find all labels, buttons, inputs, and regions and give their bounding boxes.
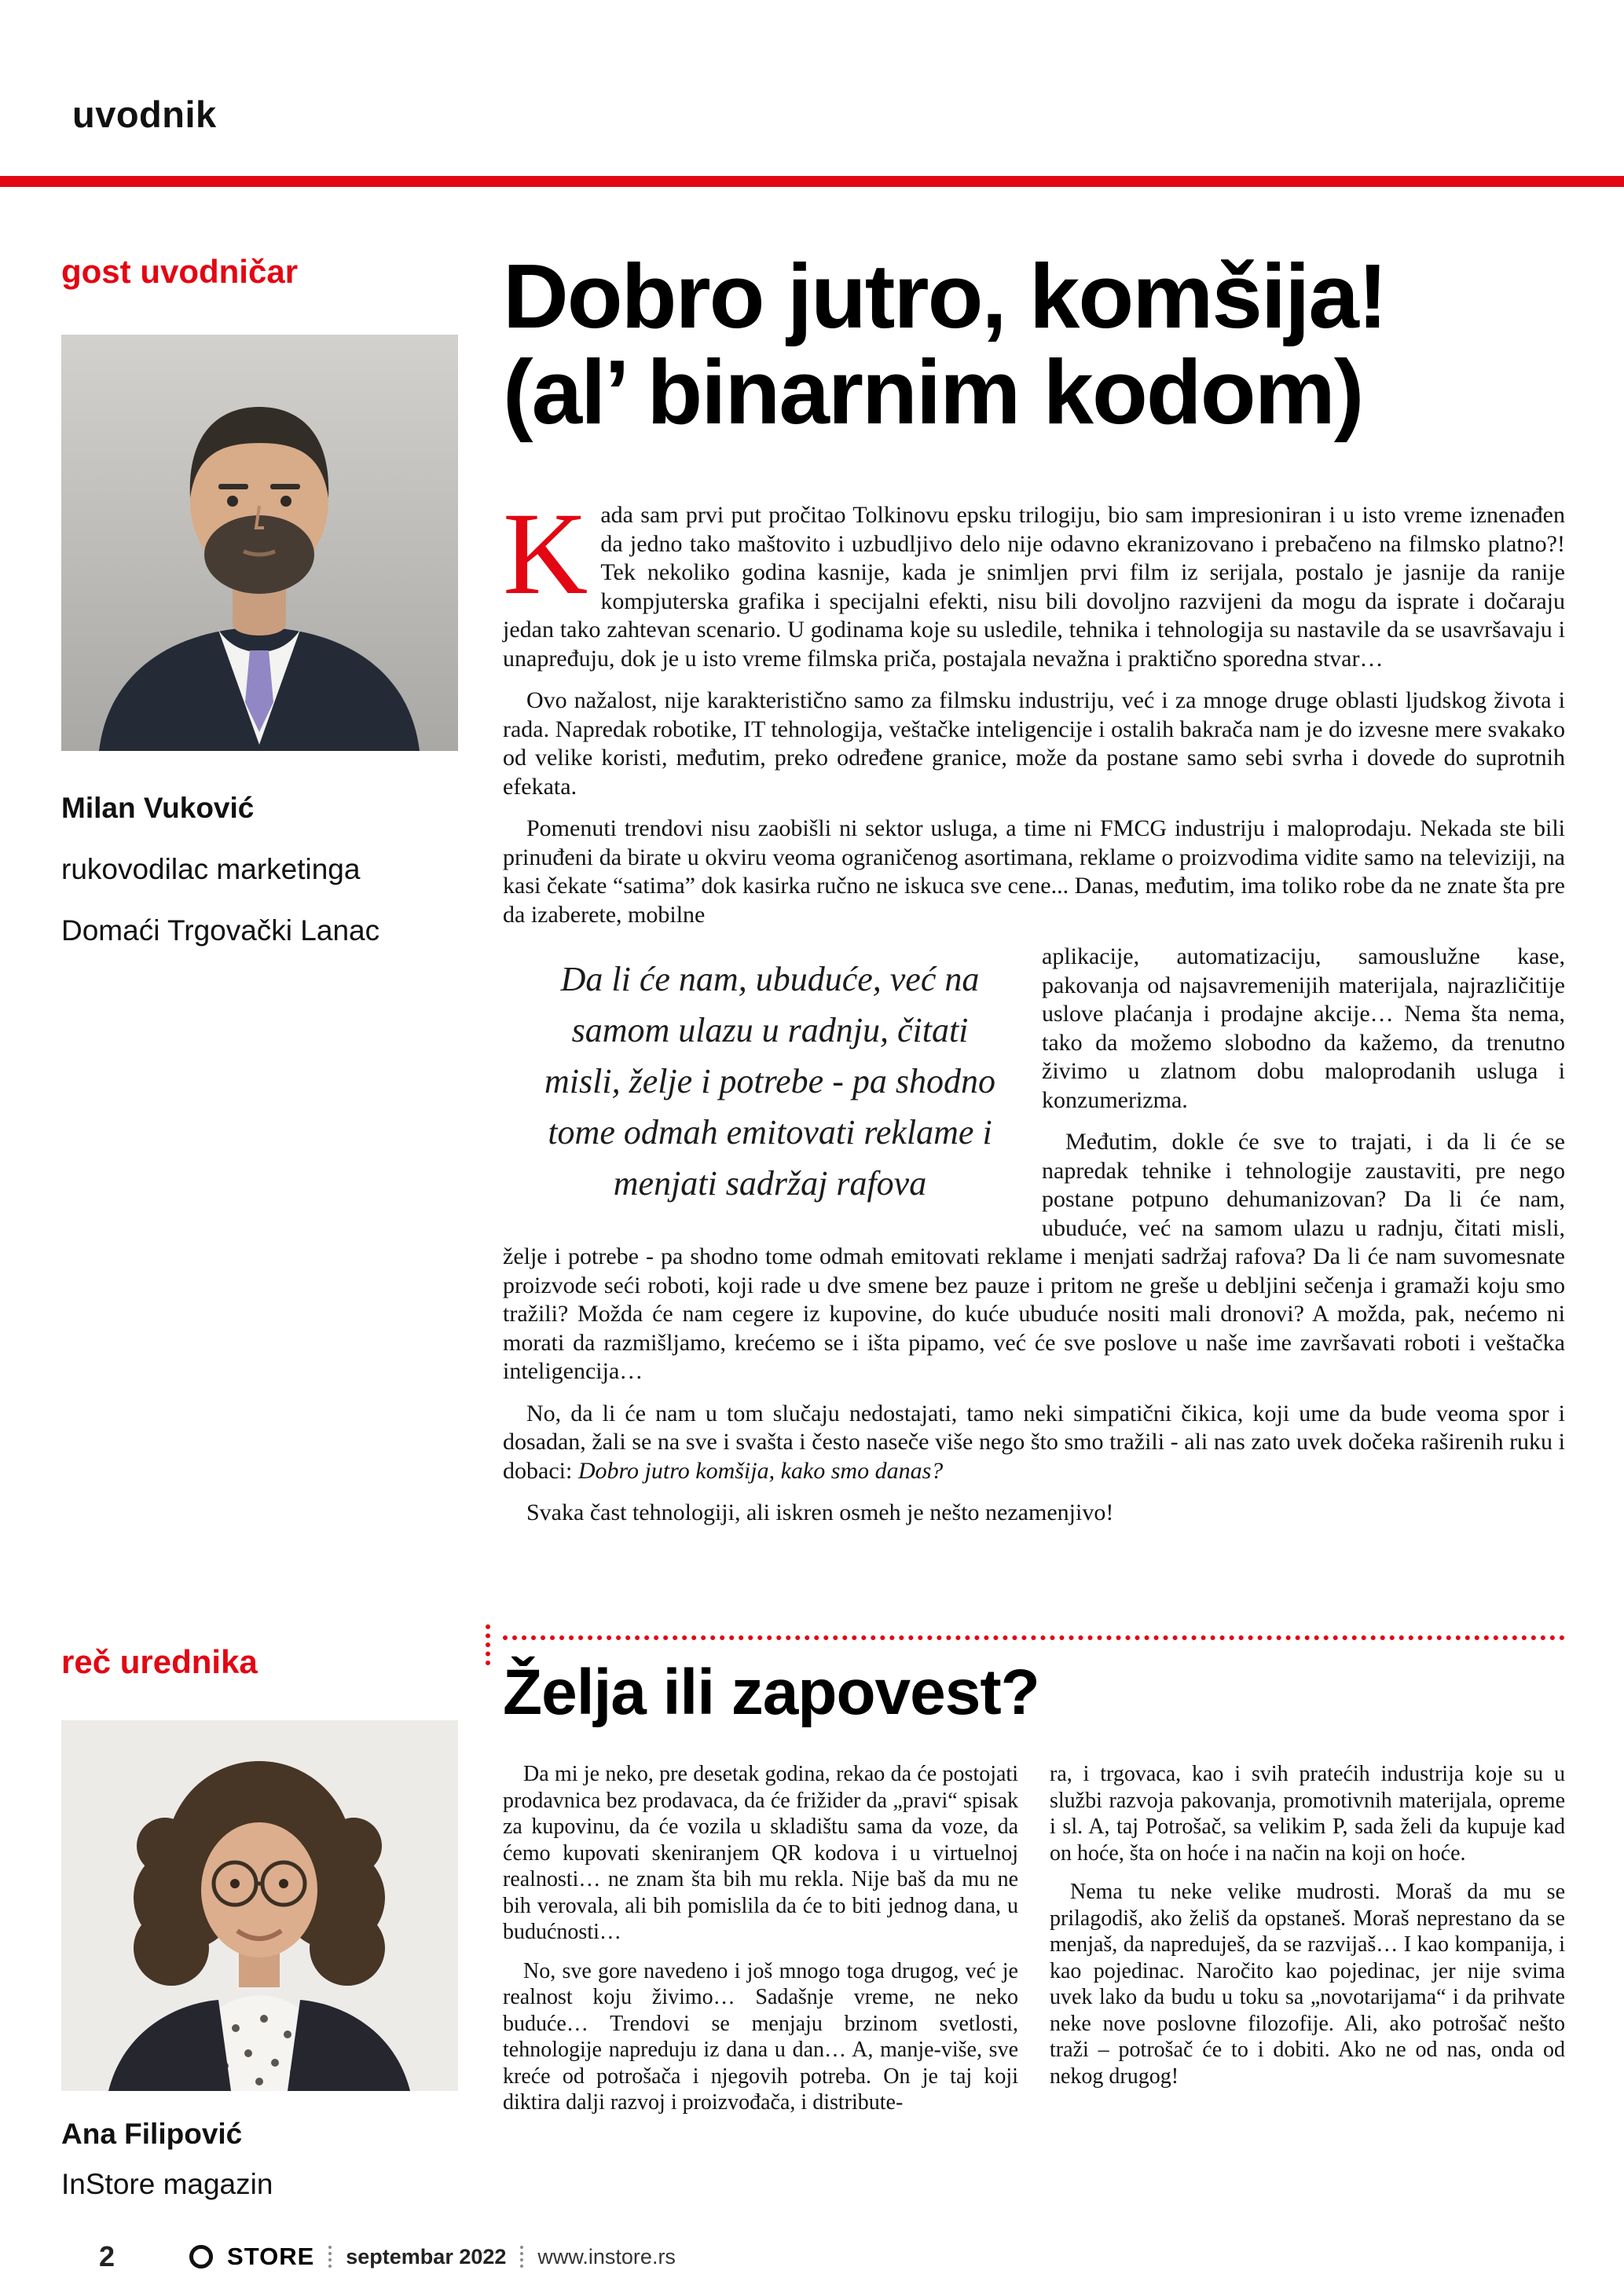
body-paragraph-5 [503,1400,1565,1486]
website-link[interactable]: www.instore.rs [537,2244,676,2269]
portrait-woman-illustration [61,1720,458,2091]
page-number: 2 [99,2240,115,2272]
column2-paragraph-1: ra, i trgovaca, kao i svih pratećih industrija koje su u službi razvoja pakovanja, promotivnih materijala, opreme i sl. A, taj Potrošač, sa velikim P, sada želi da kupuje kad on hoće, šta on hoće i na način na koji on hoće. [1050,1762,1565,1866]
column1-paragraph-1: Da mi je neko, pre desetak godina, rekao da će postojati prodavnica bez prodavaca, da će frižider da „pravi“ spisak za kupovinu, da će vozila u skladištu sama da voze, da ćemo kupovati skeniranjem QR kodova i u virtuelnoj realnosti… ne znam šta bih mu rekla. Nije baš da mu ne bih verovala, ali bih pomislila da će to biti jednog dana, u budućnosti… [503,1762,1018,1944]
body-paragraph-4: Međutim, dokle će sve to trajati, i da li će se napredak tehnike i tehnologije zaustaviti, pre nego postane potpuno dehumanizovan? Da li će nam, ubuduće, već na samom ulazu u radnju, čitati misli, želje i potrebe - pa shodno tome odmah emitovati reklame i menjati sadržaj rafova? Da li će nam suvomesnate proizvode seći roboti, koji rade u dve smene bez pauze i pritom ne greše u debljini sečenja i gramaži koju smo tražili? Možda će nam cegere iz kupovine, do kuće ubuduće nositi mali dronovi? A možda, pak, nećemo ni morati da razmišljamo, krećemo se i išta pipamo, već će sve poslove u naše ime završavati roboti i veštačka inteligencija… [503,1129,1565,1384]
column1-paragraph-2: No, sve gore navedeno i još mnogo toga drugog, već je realnost koju živimo… Sadašnje vreme, ne neko buduće… Trendovi se menjaju brzinom svetlosti, tehnologije napreduju iz dana u dan… A, manje-više, sve kreće od potrošača i njegovih potreba. On je taj koji diktira dalji razvoj i proizvođača, i distribute- [503,1958,1018,2115]
editor-author-name: Ana Filipović [61,2118,243,2150]
drop-cap: K [503,489,588,619]
milan-vukovic-photo [61,335,458,751]
pull-quote-zone [503,943,1565,1400]
accent-divider-bar [0,176,1624,187]
page-footer [61,2240,1563,2273]
body-paragraph-1 [503,489,1565,673]
guest-author-name: Milan Vuković [61,792,255,824]
article-headline [503,245,1565,443]
guest-author-role: rukovodilac marketinga [61,853,361,885]
editor-author-role: InStore magazin [61,2168,273,2200]
editor-note-headline: Želja ili zapovest? [503,1657,1039,1728]
instore-logo-icon [189,2245,213,2269]
guest-editor-sidebar [61,253,458,947]
headline-line-2: (al’ binarnim kodom) [503,341,1363,443]
body-paragraph-2: Ovo nažalost, nije karakteristično samo za filmsku industriju, već i za mnoge druge oblasti ljudskog života i rada. Napredak robotike, IT tehnologija, veštačke inteligencije i ostalih bakrača nam je do izvesne mere svakako od velike koristi, međutim, preko određene granice, može da postane samo sebi svrha i dovede do suprotnih efekata. [503,687,1565,800]
body-paragraph-6: Svaka čast tehnologiji, ali iskren osmeh je nešto nezamenjivo! [526,1500,1114,1525]
section-kicker: uvodnik [72,93,217,135]
editor-note-article [503,1635,1565,2129]
guest-editor-label: gost uvodničar [61,253,299,290]
issue-date: septembar 2022 [346,2244,507,2269]
paragraph-text: No, da li će nam u tom slučaju nedostajati, tamo neki simpatični čikica, koji ume da bude veoma spor i dosadan, žali se na sve i svašta i često naseče više nego što smo tražili - ali nas zato uvek dočeka raširenih ruku i dobaci: [503,1400,1565,1484]
column-1 [503,1761,1018,2129]
pull-quote: Da li će nam, ubuduće, već na samom ulazu u radnju, čitati misli, želje i potrebe - pa shodno tome odmah emitovati reklame i menjati sadržaj rafova [544,960,995,1203]
column-2 [1050,1761,1565,2129]
guest-editorial-article [503,245,1565,1541]
footer-separator-icon [328,2246,332,2268]
closing-quote-italic: Dobro jutro komšija, kako smo danas? [577,1457,944,1484]
guest-author-company: Domaći Trgovački Lanac [61,914,380,947]
column2-paragraph-2: Nema tu neke velike mudrosti. Moraš da mu se prilagodiš, ako želiš da opstaneš. Moraš neprestano da se menjaš, da napreduješ, da se razvijaš… I kao kompanija, i kao pojedinac. Naročito kao pojedinac, jer nije svima uvek lako da budu u toku sa „novotarijama“ i da prihvate neke nove poslovne filozofije. Ali, ako potrošač nešto traži – potrošač će to i dobiti. Ako ne od nas, onda od nekog drugog! [1050,1880,1565,2089]
dotted-divider [503,1635,1565,1640]
body-paragraph-3-continued: aplikacije, automatizaciju, samouslužne kase, pakovanja od najsavremenijih materijala, najrazličitije uslove plaćanja i prodajne akcije… Nema šta nema, tako da možemo slobodno da kažemo, da trenutno živimo u zlatnom dobu maloprodanih usluga i konzumerizma. [1042,943,1565,1113]
portrait-man-illustration [61,335,458,751]
paragraph-text: ada sam prvi put pročitao Tolkinovu epsku trilogiju, bio sam impresioniran i u isto vreme iznenađen da jedno tako maštovito i uzbudljivo delo nije odavno ekranizovano i prebačeno na filmsko platno?! Tek nekoliko godina kasnije, kada je snimljen prvi film iz serijala, postalo je jasnije da ranije kompjuterska grafika i specijalni efekti, nisu bili dovoljno razvijeni da mogu da isprate i dočaraju jedan tako zahtevan scenario. U godinama koje su usledile, tehnika i tehnologija su nastavile da se usavršavaju i unapređuju, dok je u isto vreme filmska priča, postajala nevažna i praktično sporedna stvar… [503,502,1565,672]
editor-note-sidebar [61,1643,458,2201]
dotted-corner-accent [486,1624,490,1665]
brand-name: STORE [227,2243,315,2270]
article-body [503,489,1565,1528]
body-paragraph-3: Pomenuti trendovi nisu zaobišli ni sektor usluga, a time ni FMCG industriju i maloprodaju. Nekada ste bili prinuđeni da birate u okviru veoma ograničenog asortimana, reklame o proizvodima vidite samo na televiziji, na kasi čekate “satima” dok kasirka ručno ne iskuca sve cene... Danas, međutim, ima toliko robe da ne znate šta pre da izaberete, mobilne [503,815,1565,928]
editor-note-columns [503,1761,1565,2129]
headline-line-1: Dobro jutro, komšija! [503,245,1387,347]
footer-separator-icon [520,2246,523,2268]
footer-brand-group [189,2243,676,2271]
editor-note-label: reč urednika [61,1643,258,1680]
ana-filipovic-photo [61,1720,458,2091]
